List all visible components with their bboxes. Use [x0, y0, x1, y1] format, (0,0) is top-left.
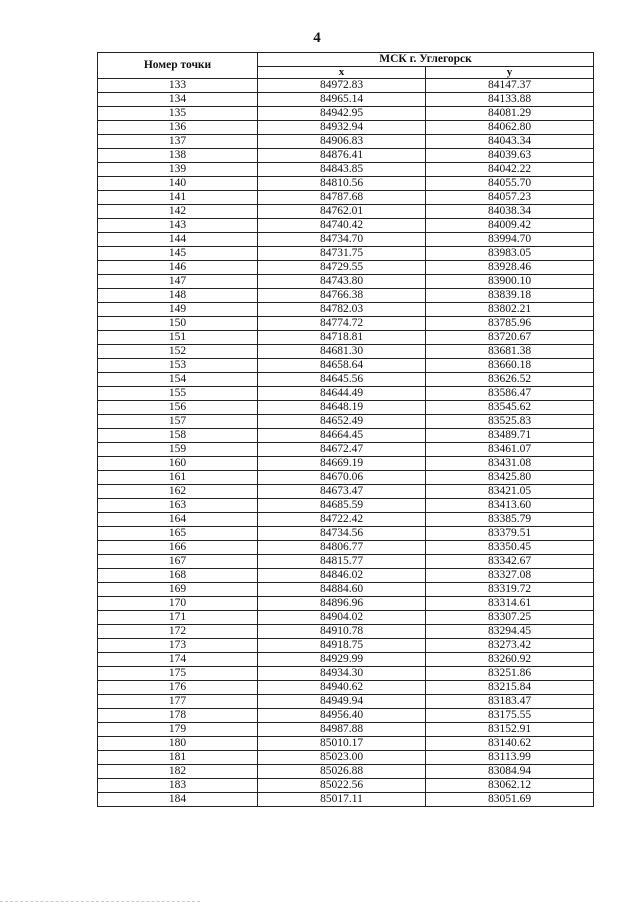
x-coordinate-cell: 84932.94: [258, 121, 426, 135]
y-coordinate-cell: 83215.84: [426, 681, 594, 695]
x-coordinate-cell: 84766.38: [258, 289, 426, 303]
y-coordinate-cell: 83994.70: [426, 233, 594, 247]
point-number-cell: 163: [98, 499, 258, 513]
x-coordinate-cell: 84681.30: [258, 345, 426, 359]
table-header-row: [98, 53, 594, 67]
y-coordinate-cell: 83175.55: [426, 709, 594, 723]
x-coordinate-cell: 84965.14: [258, 93, 426, 107]
y-coordinate-cell: 83431.08: [426, 457, 594, 471]
table-row: [98, 275, 594, 289]
y-coordinate-cell: 83839.18: [426, 289, 594, 303]
table-row: [98, 429, 594, 443]
y-coordinate-cell: 83314.61: [426, 597, 594, 611]
y-coordinate-cell: 84055.70: [426, 177, 594, 191]
point-number-cell: 172: [98, 625, 258, 639]
point-number-cell: 137: [98, 135, 258, 149]
table-row: [98, 233, 594, 247]
table-row: [98, 527, 594, 541]
x-coordinate-cell: 84685.59: [258, 499, 426, 513]
table-row: [98, 247, 594, 261]
table-row: [98, 331, 594, 345]
point-number-cell: 180: [98, 737, 258, 751]
x-coordinate-cell: 85022.56: [258, 779, 426, 793]
table-row: [98, 107, 594, 121]
y-coordinate-cell: 84062.80: [426, 121, 594, 135]
x-coordinate-cell: 84929.99: [258, 653, 426, 667]
y-coordinate-cell: 83140.62: [426, 737, 594, 751]
table-row: [98, 653, 594, 667]
y-coordinate-cell: 84081.29: [426, 107, 594, 121]
point-number-cell: 179: [98, 723, 258, 737]
x-coordinate-cell: 84782.03: [258, 303, 426, 317]
x-coordinate-cell: 84787.68: [258, 191, 426, 205]
table-row: [98, 765, 594, 779]
point-number-cell: 166: [98, 541, 258, 555]
y-coordinate-cell: 83900.10: [426, 275, 594, 289]
table-row: [98, 709, 594, 723]
x-coordinate-cell: 84940.62: [258, 681, 426, 695]
y-coordinate-cell: 83084.94: [426, 765, 594, 779]
point-number-cell: 140: [98, 177, 258, 191]
x-coordinate-cell: 84918.75: [258, 639, 426, 653]
header-y: y: [426, 67, 594, 79]
y-coordinate-cell: 83350.45: [426, 541, 594, 555]
table-row: [98, 695, 594, 709]
table-row: [98, 177, 594, 191]
point-number-cell: 181: [98, 751, 258, 765]
table-row: [98, 611, 594, 625]
x-coordinate-cell: 84718.81: [258, 331, 426, 345]
y-coordinate-cell: 83720.67: [426, 331, 594, 345]
y-coordinate-cell: 83273.42: [426, 639, 594, 653]
x-coordinate-cell: 84987.88: [258, 723, 426, 737]
point-number-cell: 153: [98, 359, 258, 373]
table-row: [98, 457, 594, 471]
x-coordinate-cell: 84942.95: [258, 107, 426, 121]
table-row: [98, 261, 594, 275]
header-point-number: Номер точки: [98, 53, 258, 79]
table-row: [98, 79, 594, 93]
point-number-cell: 175: [98, 667, 258, 681]
table-row: [98, 163, 594, 177]
point-number-cell: 148: [98, 289, 258, 303]
point-number-cell: 156: [98, 401, 258, 415]
header-coordinate-system: МСК г. Углегорск: [258, 53, 594, 67]
table-row: [98, 485, 594, 499]
x-coordinate-cell: 84956.40: [258, 709, 426, 723]
scan-artifact-line: [0, 901, 200, 903]
x-coordinate-cell: 84670.06: [258, 471, 426, 485]
y-coordinate-cell: 83681.38: [426, 345, 594, 359]
point-number-cell: 133: [98, 79, 258, 93]
y-coordinate-cell: 84039.63: [426, 149, 594, 163]
y-coordinate-cell: 83307.25: [426, 611, 594, 625]
point-number-cell: 143: [98, 219, 258, 233]
x-coordinate-cell: 84762.01: [258, 205, 426, 219]
x-coordinate-cell: 84722.42: [258, 513, 426, 527]
point-number-cell: 134: [98, 93, 258, 107]
x-coordinate-cell: 84658.64: [258, 359, 426, 373]
x-coordinate-cell: 84884.60: [258, 583, 426, 597]
x-coordinate-cell: 84904.02: [258, 611, 426, 625]
y-coordinate-cell: 83062.12: [426, 779, 594, 793]
y-coordinate-cell: 83545.62: [426, 401, 594, 415]
y-coordinate-cell: 83586.47: [426, 387, 594, 401]
point-number-cell: 152: [98, 345, 258, 359]
x-coordinate-cell: 84972.83: [258, 79, 426, 93]
point-number-cell: 174: [98, 653, 258, 667]
table-row: [98, 387, 594, 401]
y-coordinate-cell: 83626.52: [426, 373, 594, 387]
table-row: [98, 723, 594, 737]
point-number-cell: 144: [98, 233, 258, 247]
point-number-cell: 170: [98, 597, 258, 611]
y-coordinate-cell: 83983.05: [426, 247, 594, 261]
y-coordinate-cell: 83327.08: [426, 569, 594, 583]
x-coordinate-cell: 84652.49: [258, 415, 426, 429]
y-coordinate-cell: 84043.34: [426, 135, 594, 149]
point-number-cell: 167: [98, 555, 258, 569]
point-number-cell: 165: [98, 527, 258, 541]
y-coordinate-cell: 83113.99: [426, 751, 594, 765]
point-number-cell: 161: [98, 471, 258, 485]
point-number-cell: 168: [98, 569, 258, 583]
page-number: 4: [313, 30, 321, 46]
x-coordinate-cell: 84846.02: [258, 569, 426, 583]
x-coordinate-cell: 84740.42: [258, 219, 426, 233]
y-coordinate-cell: 83802.21: [426, 303, 594, 317]
x-coordinate-cell: 84843.85: [258, 163, 426, 177]
y-coordinate-cell: 83183.47: [426, 695, 594, 709]
table-row: [98, 499, 594, 513]
x-coordinate-cell: 85026.88: [258, 765, 426, 779]
x-coordinate-cell: 84648.19: [258, 401, 426, 415]
table-row: [98, 303, 594, 317]
point-number-cell: 176: [98, 681, 258, 695]
table-row: [98, 625, 594, 639]
table-row: [98, 667, 594, 681]
point-number-cell: 138: [98, 149, 258, 163]
x-coordinate-cell: 84896.96: [258, 597, 426, 611]
point-number-cell: 158: [98, 429, 258, 443]
y-coordinate-cell: 83379.51: [426, 527, 594, 541]
x-coordinate-cell: 84664.45: [258, 429, 426, 443]
x-coordinate-cell: 85010.17: [258, 737, 426, 751]
point-number-cell: 184: [98, 793, 258, 807]
point-number-cell: 145: [98, 247, 258, 261]
x-coordinate-cell: 85017.11: [258, 793, 426, 807]
table-row: [98, 471, 594, 485]
y-coordinate-cell: 83319.72: [426, 583, 594, 597]
table-row: [98, 373, 594, 387]
point-number-cell: 151: [98, 331, 258, 345]
point-number-cell: 164: [98, 513, 258, 527]
y-coordinate-cell: 84147.37: [426, 79, 594, 93]
y-coordinate-cell: 84009.42: [426, 219, 594, 233]
y-coordinate-cell: 83425.80: [426, 471, 594, 485]
table-row: [98, 541, 594, 555]
table-row: [98, 345, 594, 359]
table-row: [98, 443, 594, 457]
table-row: [98, 779, 594, 793]
point-number-cell: 178: [98, 709, 258, 723]
point-number-cell: 146: [98, 261, 258, 275]
coordinates-table: [97, 52, 594, 807]
y-coordinate-cell: 83525.83: [426, 415, 594, 429]
point-number-cell: 160: [98, 457, 258, 471]
point-number-cell: 149: [98, 303, 258, 317]
x-coordinate-cell: 84734.70: [258, 233, 426, 247]
point-number-cell: 182: [98, 765, 258, 779]
table-row: [98, 513, 594, 527]
table-row: [98, 737, 594, 751]
point-number-cell: 155: [98, 387, 258, 401]
x-coordinate-cell: 84731.75: [258, 247, 426, 261]
point-number-cell: 157: [98, 415, 258, 429]
table-row: [98, 135, 594, 149]
point-number-cell: 150: [98, 317, 258, 331]
y-coordinate-cell: 83251.86: [426, 667, 594, 681]
table-row: [98, 793, 594, 807]
table-row: [98, 121, 594, 135]
x-coordinate-cell: 84906.83: [258, 135, 426, 149]
table-row: [98, 191, 594, 205]
point-number-cell: 142: [98, 205, 258, 219]
table-row: [98, 639, 594, 653]
table-row: [98, 289, 594, 303]
x-coordinate-cell: 84734.56: [258, 527, 426, 541]
table-body: [98, 79, 594, 807]
y-coordinate-cell: 84038.34: [426, 205, 594, 219]
x-coordinate-cell: 84934.30: [258, 667, 426, 681]
x-coordinate-cell: 84774.72: [258, 317, 426, 331]
y-coordinate-cell: 84042.22: [426, 163, 594, 177]
table-row: [98, 219, 594, 233]
y-coordinate-cell: 83342.67: [426, 555, 594, 569]
table-row: [98, 93, 594, 107]
table-row: [98, 555, 594, 569]
y-coordinate-cell: 84057.23: [426, 191, 594, 205]
x-coordinate-cell: 85023.00: [258, 751, 426, 765]
point-number-cell: 162: [98, 485, 258, 499]
y-coordinate-cell: 83660.18: [426, 359, 594, 373]
point-number-cell: 159: [98, 443, 258, 457]
point-number-cell: 173: [98, 639, 258, 653]
y-coordinate-cell: 83294.45: [426, 625, 594, 639]
table-row: [98, 751, 594, 765]
table-row: [98, 359, 594, 373]
x-coordinate-cell: 84910.78: [258, 625, 426, 639]
x-coordinate-cell: 84743.80: [258, 275, 426, 289]
point-number-cell: 136: [98, 121, 258, 135]
y-coordinate-cell: 83461.07: [426, 443, 594, 457]
x-coordinate-cell: 84672.47: [258, 443, 426, 457]
table-row: [98, 401, 594, 415]
x-coordinate-cell: 84644.49: [258, 387, 426, 401]
table-row: [98, 205, 594, 219]
point-number-cell: 183: [98, 779, 258, 793]
point-number-cell: 154: [98, 373, 258, 387]
x-coordinate-cell: 84645.56: [258, 373, 426, 387]
table-row: [98, 583, 594, 597]
y-coordinate-cell: 83260.92: [426, 653, 594, 667]
x-coordinate-cell: 84876.41: [258, 149, 426, 163]
y-coordinate-cell: 83928.46: [426, 261, 594, 275]
y-coordinate-cell: 83413.60: [426, 499, 594, 513]
y-coordinate-cell: 83051.69: [426, 793, 594, 807]
table-row: [98, 569, 594, 583]
header-x: x: [258, 67, 426, 79]
table-row: [98, 415, 594, 429]
x-coordinate-cell: 84729.55: [258, 261, 426, 275]
table-row: [98, 149, 594, 163]
point-number-cell: 177: [98, 695, 258, 709]
x-coordinate-cell: 84815.77: [258, 555, 426, 569]
point-number-cell: 135: [98, 107, 258, 121]
x-coordinate-cell: 84949.94: [258, 695, 426, 709]
y-coordinate-cell: 83785.96: [426, 317, 594, 331]
point-number-cell: 169: [98, 583, 258, 597]
point-number-cell: 141: [98, 191, 258, 205]
x-coordinate-cell: 84810.56: [258, 177, 426, 191]
table-row: [98, 597, 594, 611]
x-coordinate-cell: 84806.77: [258, 541, 426, 555]
table-row: [98, 317, 594, 331]
y-coordinate-cell: 83385.79: [426, 513, 594, 527]
y-coordinate-cell: 83421.05: [426, 485, 594, 499]
y-coordinate-cell: 84133.88: [426, 93, 594, 107]
y-coordinate-cell: 83489.71: [426, 429, 594, 443]
y-coordinate-cell: 83152.91: [426, 723, 594, 737]
point-number-cell: 139: [98, 163, 258, 177]
table-row: [98, 681, 594, 695]
point-number-cell: 147: [98, 275, 258, 289]
point-number-cell: 171: [98, 611, 258, 625]
x-coordinate-cell: 84669.19: [258, 457, 426, 471]
x-coordinate-cell: 84673.47: [258, 485, 426, 499]
